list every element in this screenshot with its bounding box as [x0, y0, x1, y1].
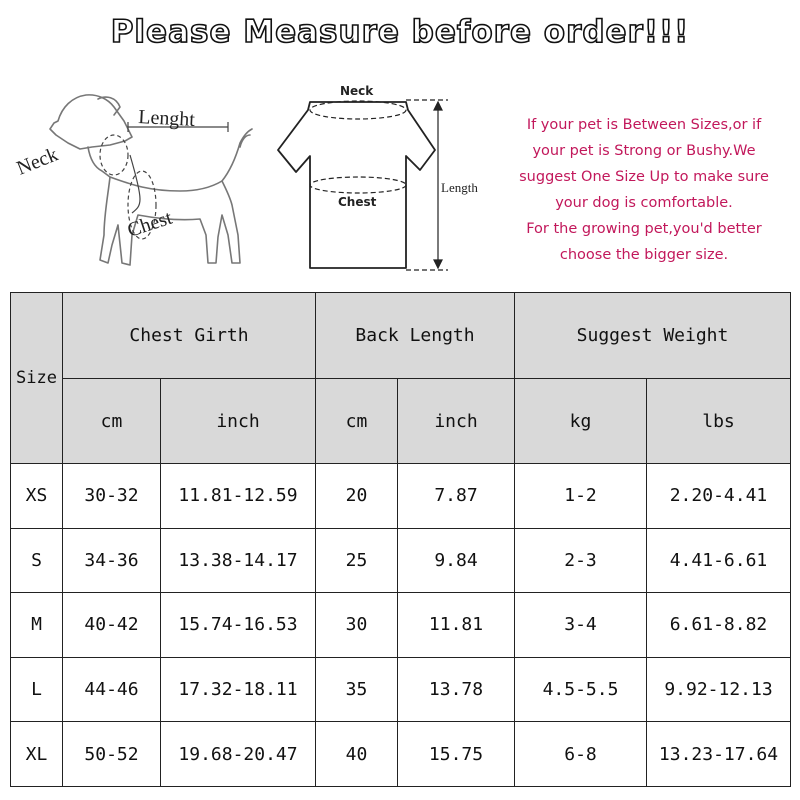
unit-header: cm: [316, 379, 398, 464]
table-cell: 1-2: [515, 464, 647, 529]
size-column-header: Size: [11, 293, 63, 464]
size-cell: XL: [11, 722, 63, 787]
unit-header: inch: [161, 379, 316, 464]
table-row: [11, 593, 791, 658]
unit-header: inch: [398, 379, 515, 464]
table-cell: 15.74-16.53: [161, 593, 316, 658]
table-cell: 50-52: [63, 722, 161, 787]
table-cell: 6-8: [515, 722, 647, 787]
shirt-chest-label: Chest: [338, 195, 377, 209]
suggest-weight-header: Suggest Weight: [515, 293, 791, 379]
size-cell: M: [11, 593, 63, 658]
size-cell: L: [11, 657, 63, 722]
note-line: choose the bigger size.: [559, 247, 729, 263]
sizing-advice-note: [498, 112, 790, 268]
table-row: [11, 528, 791, 593]
dog-chest-label: Chest: [124, 206, 175, 242]
table-row: [11, 464, 791, 529]
table-cell: 13.78: [398, 657, 515, 722]
table-cell: 34-36: [63, 528, 161, 593]
unit-header: kg: [515, 379, 647, 464]
note-line: suggest One Size Up to make sure: [519, 169, 769, 185]
table-cell: 30-32: [63, 464, 161, 529]
table-cell: 20: [316, 464, 398, 529]
table-cell: 40: [316, 722, 398, 787]
table-cell: 19.68-20.47: [161, 722, 316, 787]
shirt-measurement-diagram: [270, 80, 500, 275]
table-cell: 2-3: [515, 528, 647, 593]
table-cell: 4.41-6.61: [647, 528, 791, 593]
shirt-length-label: Length: [441, 180, 478, 195]
chest-girth-header: Chest Girth: [63, 293, 316, 379]
table-cell: 35: [316, 657, 398, 722]
dog-neck-label: Neck: [13, 143, 62, 180]
table-cell: 17.32-18.11: [161, 657, 316, 722]
size-cell: S: [11, 528, 63, 593]
table-cell: 25: [316, 528, 398, 593]
page-title: Please Measure before order!!!: [110, 14, 690, 50]
table-cell: 2.20-4.41: [647, 464, 791, 529]
table-cell: 44-46: [63, 657, 161, 722]
shirt-neck-label: Neck: [340, 84, 374, 98]
table-cell: 40-42: [63, 593, 161, 658]
table-cell: 7.87: [398, 464, 515, 529]
table-cell: 30: [316, 593, 398, 658]
size-cell: XS: [11, 464, 63, 529]
table-cell: 13.38-14.17: [161, 528, 316, 593]
dog-length-label: Lenght: [137, 106, 196, 131]
dog-measurement-diagram: [10, 85, 260, 280]
table-cell: 11.81: [398, 593, 515, 658]
unit-header: cm: [63, 379, 161, 464]
table-cell: 3-4: [515, 593, 647, 658]
table-cell: 11.81-12.59: [161, 464, 316, 529]
back-length-header: Back Length: [316, 293, 515, 379]
size-chart-table: [10, 292, 791, 787]
table-header-row: [11, 293, 791, 379]
unit-header: lbs: [647, 379, 791, 464]
table-unit-row: [11, 379, 791, 464]
table-row: [11, 657, 791, 722]
note-line: For the growing pet,you'd better: [526, 221, 762, 237]
table-row: [11, 722, 791, 787]
table-cell: 15.75: [398, 722, 515, 787]
note-line: your pet is Strong or Bushy.We: [532, 143, 756, 159]
table-cell: 6.61-8.82: [647, 593, 791, 658]
table-cell: 4.5-5.5: [515, 657, 647, 722]
table-cell: 9.84: [398, 528, 515, 593]
table-cell: 13.23-17.64: [647, 722, 791, 787]
note-line: your dog is comfortable.: [555, 195, 733, 211]
note-line: If your pet is Between Sizes,or if: [526, 117, 762, 133]
table-cell: 9.92-12.13: [647, 657, 791, 722]
